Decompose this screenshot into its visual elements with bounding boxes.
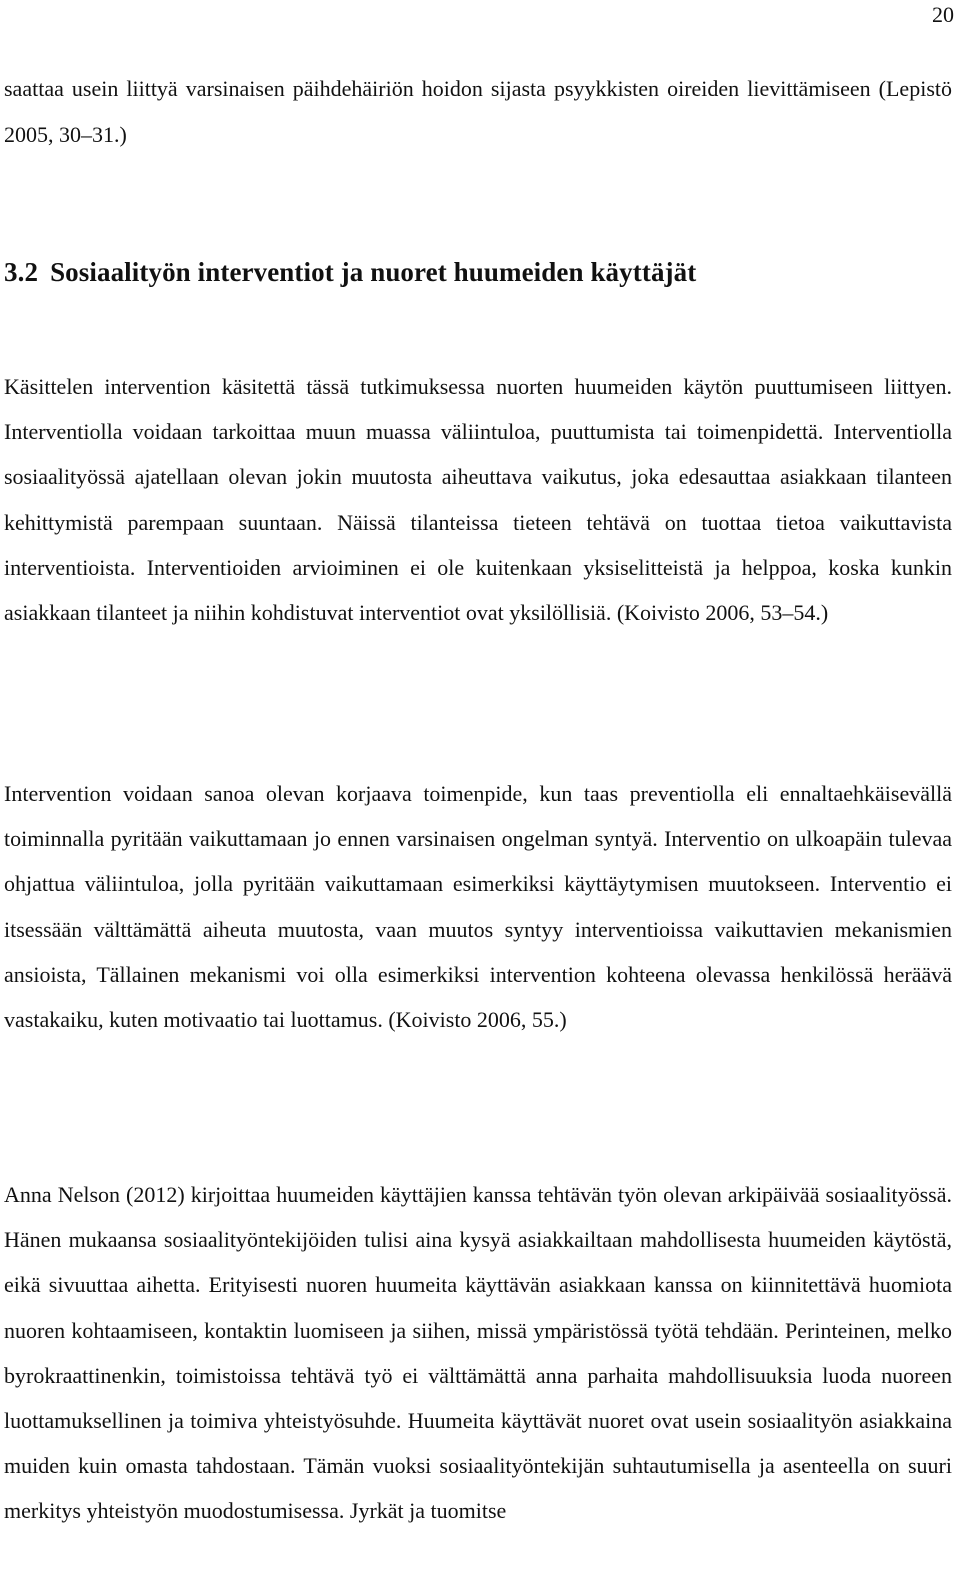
paragraph-intervention-concept: Käsittelen intervention käsitettä tässä tutkimuksessa nuorten huumeiden käytön puuttumiseen liittyen. Interventiolla voidaan tarkoittaa muun muassa väliintuloa, puuttumista tai toimenpidettä. Interventiolla sosiaalityössä ajatellaan olevan jokin muutosta aiheuttava vaikutus, joka edesauttaa asiakkaan tilanteen kehittymistä parempaan suuntaan. Näissä tilanteissa tieteen tehtävä on tuottaa tietoa vaikuttavista interventioista. Interventioiden arvioiminen ei ole kuitenkaan yksiselitteistä ja helppoa, koska kunkin asiakkaan tilanteet ja niihin kohdistuvat interventiot ovat yksilöllisiä. (Koivisto 2006, 53–54.) bbox=[4, 374, 952, 626]
paragraph-intervention-definition: Intervention voidaan sanoa olevan korjaava toimenpide, kun taas preventiolla eli ennaltaehkäisevällä toiminnalla pyritään vaikuttamaan jo ennen varsinaisen ongelman syntyä. Interventio on ulkoapäin tulevaa ohjattua väliintuloa, jolla pyritään vaikuttamaan esimerkiksi käyttäytymisen muutokseen. Interventio ei itsessään välttämättä aiheuta muutosta, vaan muutos syntyy interventioissa vaikuttavien mekanismien ansioista, Tällainen mekanismi voi olla esimerkiksi intervention kohteena olevassa henkilössä heräävä vastakaiku, kuten motivaatio tai luottamus. (Koivisto 2006, 55.) bbox=[4, 781, 952, 1033]
section-number: 3.2 bbox=[4, 257, 39, 287]
page-number: 20 bbox=[932, 2, 954, 27]
section-heading bbox=[4, 252, 696, 292]
section-title: Sosiaalityön interventiot ja nuoret huumeiden käyttäjät bbox=[50, 257, 697, 287]
paragraph-continuation: saattaa usein liittyä varsinaisen päihdehäiriön hoidon sijasta psyykkisten oireiden lievittämiseen (Lepistö 2005, 30–31.) bbox=[4, 76, 952, 147]
paragraph-nelson: Anna Nelson (2012) kirjoittaa huumeiden käyttäjien kanssa tehtävän työn olevan arkipäivää sosiaalityössä. Hänen mukaansa sosiaalityöntekijöiden tulisi aina kysyä asiakkailtaan mahdollisesta huumeiden käytöstä, eikä sivuuttaa aihetta. Erityisesti nuoren huumeita käyttävän asiakkaan kanssa on kiinnitettävä huomiota nuoren kohtaamiseen, kontaktin luomiseen ja siihen, missä ympäristössä työtä tehdään. Perinteinen, melko byrokraattinenkin, toimistoissa tehtävä työ ei välttämättä anna parhaita mahdollisuuksia luoda nuoreen luottamuksellinen ja toimiva yhteistyösuhde. Huumeita käyttävät nuoret ovat usein sosiaalityön asiakkaina muiden kuin omasta tahdostaan. Tämän vuoksi sosiaalityöntekijän suhtautumisella ja asenteella on suuri merkitys yhteistyön muodostumisessa. Jyrkät ja tuomitse bbox=[4, 1182, 952, 1524]
